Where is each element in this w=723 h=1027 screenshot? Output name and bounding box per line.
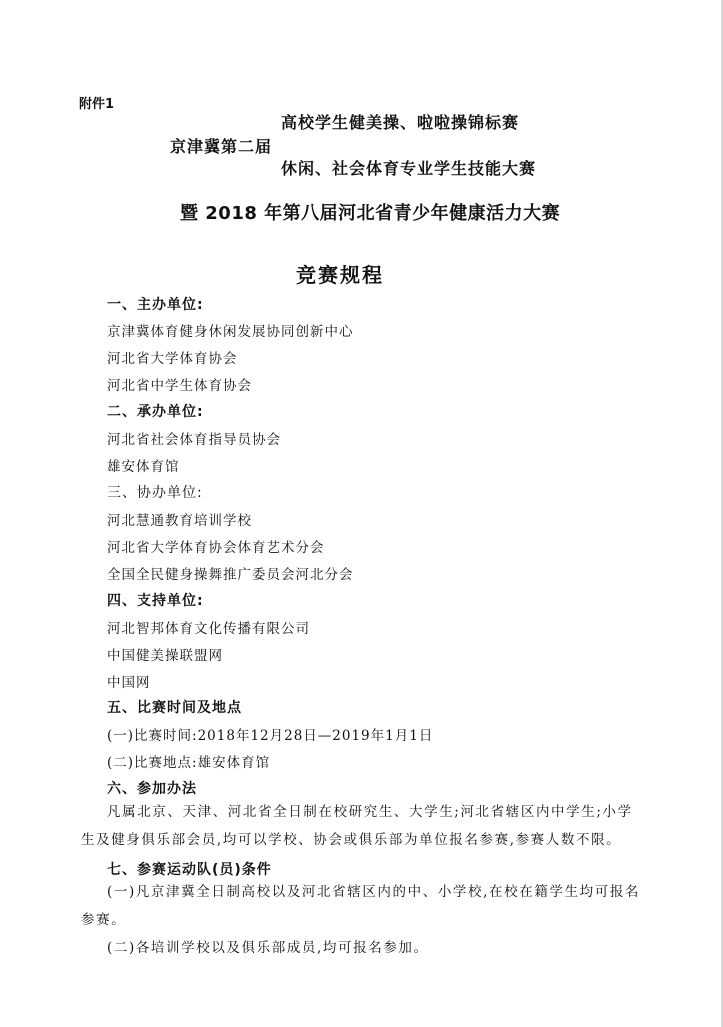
list-item: (二)比赛地点:雄安体育馆 bbox=[107, 755, 271, 771]
paragraph-text: 凡属北京、天津、河北省全日制在校研究生、大学生;河北省辖区内中学生;小学生及健身俱乐部会员,均可以学校、协会或俱乐部为单位报名参赛,参赛人数不限。 bbox=[81, 804, 633, 848]
title-line-1: 高校学生健美操、啦啦操锦标赛 bbox=[281, 113, 520, 132]
list-item: 河北省社会体育指导员协会 bbox=[107, 432, 281, 448]
annex-label: 附件1 bbox=[79, 97, 115, 112]
section-heading-6: 六、参加办法 bbox=[107, 781, 197, 797]
title-left-prefix: 京津冀第二届 bbox=[170, 137, 273, 156]
paragraph bbox=[81, 798, 644, 854]
title-line-3: 暨 2018 年第八届河北省青少年健康活力大赛 bbox=[180, 203, 561, 224]
section-heading-1: 一、主办单位: bbox=[107, 297, 204, 313]
list-item: 中国网 bbox=[107, 675, 151, 691]
list-item: 河北省中学生体育协会 bbox=[107, 378, 252, 394]
list-item: 河北慧通教育培训学校 bbox=[107, 513, 252, 529]
list-item: 河北省大学体育协会体育艺术分会 bbox=[107, 540, 325, 556]
list-item: 河北智邦体育文化传播有限公司 bbox=[107, 621, 310, 637]
paragraph bbox=[81, 878, 644, 934]
section-heading-7: 七、参赛运动队(员)条件 bbox=[107, 862, 272, 878]
list-item: 河北省大学体育协会 bbox=[107, 351, 238, 367]
list-item: (一)比赛时间:2018年12月28日—2019年1月1日 bbox=[107, 728, 434, 744]
document-title: 竞赛规程 bbox=[296, 263, 384, 287]
paragraph-text: (一)凡京津冀全日制高校以及河北省辖区内的中、小学校,在校在籍学生均可报名参赛。 bbox=[81, 884, 641, 928]
paragraph-text: (二)各培训学校以及俱乐部成员,均可报名参加。 bbox=[107, 940, 429, 956]
title-line-2: 休闲、社会体育专业学生技能大赛 bbox=[281, 159, 537, 178]
list-item: 雄安体育馆 bbox=[107, 459, 180, 475]
section-heading-5: 五、比赛时间及地点 bbox=[107, 700, 242, 716]
list-item: 京津冀体育健身休闲发展协同创新中心 bbox=[107, 324, 354, 340]
list-item: 全国全民健身操舞推广委员会河北分会 bbox=[107, 567, 354, 583]
section-heading-2: 二、承办单位: bbox=[107, 404, 204, 420]
section-heading-4: 四、支持单位: bbox=[107, 593, 204, 609]
paragraph bbox=[81, 934, 644, 962]
list-item: 中国健美操联盟网 bbox=[107, 648, 223, 664]
section-heading-3: 三、协办单位: bbox=[107, 485, 203, 501]
